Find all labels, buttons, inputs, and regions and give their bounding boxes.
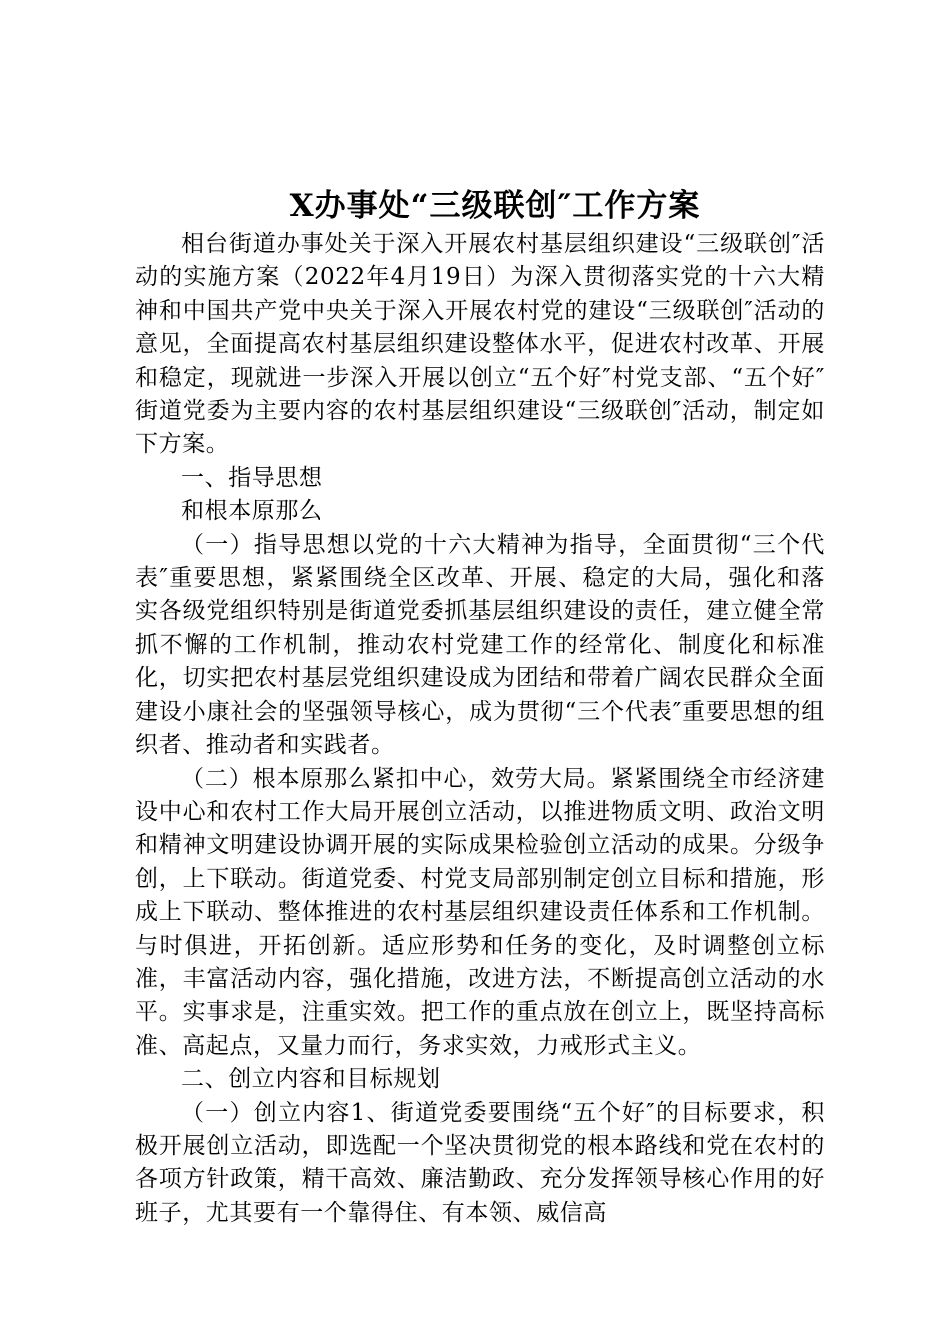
section-heading-content-and-goals: 二、创立内容和目标规划 [181, 1066, 441, 1093]
paragraph-guiding-ideology: （一）指导思想以党的十六大精神为指导，全面贯彻“三个代表″重要思想，紧紧围绕全区改革、开展、稳定的大局，强化和落实各级党组织特别是街道党委抓基层组织建设的责任，建立健全常抓不懈的工作机制，推动农村党建工作的经常化、制度化和标准化，切实把农村基层党组织建设成为团结和带着广阔农民群众全面建设小康社会的坚强领导核心，成为贯彻“三个代表″重要思想的组织者、推动者和实践者。 [135, 531, 825, 759]
paragraph-creation-content: （一）创立内容1、街道党委要围绕“五个好″的目标要求，积极开展创立活动，即选配一个坚决贯彻党的根本路线和党在农村的各项方针政策，精干高效、廉洁勤政、充分发挥领导核心作用的好班子，尤其要有一个靠得住、有本领、威信高 [135, 1099, 825, 1226]
section-heading-guiding-ideology: 一、指导思想 [181, 464, 323, 491]
document-title: X办事处“三级联创″工作方案 [289, 188, 701, 224]
document-page [135, 186, 825, 1230]
intro-paragraph: 相台街道办事处关于深入开展农村基层组织建设“三级联创″活动的实施方案（2022年4月19日）为深入贯彻落实党的十六大精神和中国共产党中央关于深入开展农村党的建设“三级联创″活动的意见，全面提高农村基层组织建设整体水平，促进农村改革、开展和稳定，现就进一步深入开展以创立“五个好″村党支部、“五个好″街道党委为主要内容的农村基层组织建设“三级联创″活动，制定如下方案。 [135, 231, 825, 458]
section-heading-basic-principles: 和根本原那么 [181, 498, 323, 525]
paragraph-basic-principles: （二）根本原那么紧扣中心，效劳大局。紧紧围绕全市经济建设中心和农村工作大局开展创立活动，以推进物质文明、政治文明和精神文明建设协调开展的实际成果检验创立活动的成果。分级争创，上下联动。街道党委、村党支局部别制定创立目标和措施，形成上下联动、整体推进的农村基层组织建设责任体系和工作机制。与时俱进，开拓创新。适应形势和任务的变化，及时调整创立标准，丰富活动内容，强化措施，改进方法，不断提高创立活动的水平。实事求是，注重实效。把工作的重点放在创立上，既坚持高标准、高起点，又量力而行，务求实效，力戒形式主义。 [135, 765, 825, 1059]
